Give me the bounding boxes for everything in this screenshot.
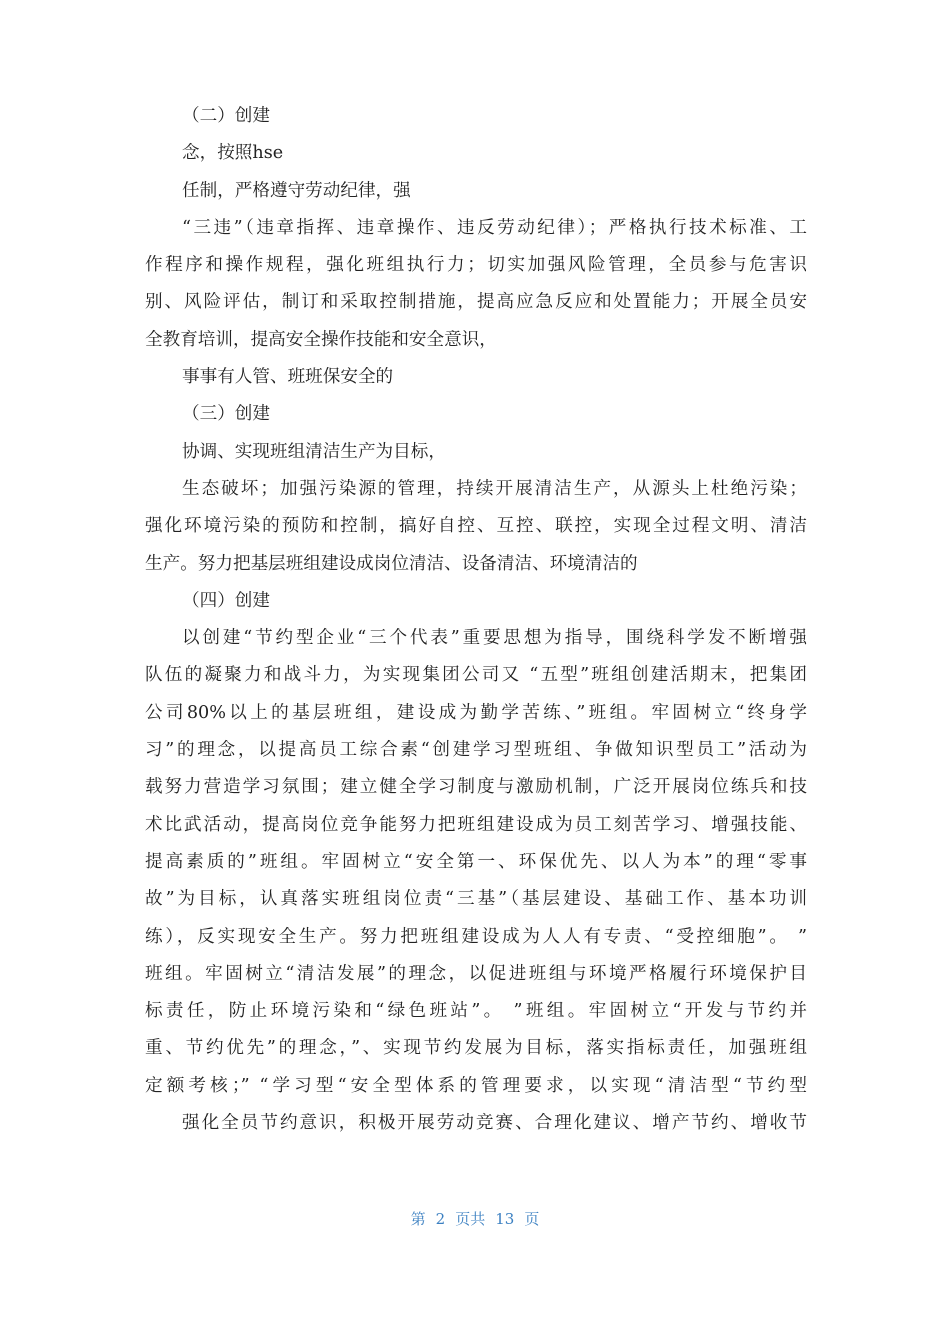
text-line: 协调、实现班组清洁生产为目标， [182,441,446,462]
text-line: 班组。牢固树立“清洁发展”的理念，以促进班组与环境严格履行环境保护目 [145,963,807,984]
text-line: 别、风险评估，制订和采取控制措施，提高应急反应和处置能力；开展全员安 [145,292,807,313]
text-line: 标责任，防止环境污染和“绿色班站”。 ”班组。牢固树立“开发与节约并 [145,1001,807,1022]
text-line: 公司80%以上的基层班组，建设成为勤学苦练、”班组。牢固树立“终身学 [145,702,807,723]
text-line: 以创建“节约型企业“三个代表”重要思想为指导，围绕科学发不断增强 [182,628,807,649]
text-line: 定额考核；” “学习型“安全型体系的管理要求，以实现“清洁型“节约型 [145,1075,807,1096]
text-line: 术比武活动，提高岗位竞争能努力把班组建设成为员工刻苦学习、增强技能、 [145,814,807,835]
page-footer [0,1208,950,1229]
text-line: 习”的理念，以提高员工综合素“创建学习型班组、争做知识型员工”活动为 [145,740,807,761]
text-line: 提高素质的”班组。牢固树立“安全第一、环保优先、以人为本”的理“零事 [145,851,807,872]
text-line: 任制，严格遵守劳动纪律，强 [182,180,411,201]
document-body [145,98,807,1142]
text-line: 作程序和操作规程，强化班组执行力；切实加强风险管理，全员参与危害识 [145,255,807,276]
text-line: “三违”（违章指挥、违章操作、违反劳动纪律）；严格执行技术标准、工 [182,217,807,238]
text-line: 生态破坏；加强污染源的管理，持续开展清洁生产，从源头上杜绝污染； [182,478,807,499]
text-line: 事事有人管、班班保安全的 [182,367,394,388]
text-line: 强化全员节约意识，积极开展劳动竞赛、合理化建议、增产节约、增收节 [182,1113,807,1134]
text-line: 载努力营造学习氛围；建立健全学习制度与激励机制，广泛开展岗位练兵和技 [145,777,807,798]
footer-middle: 页共 [455,1210,486,1228]
footer-prefix: 第 [410,1210,426,1228]
text-line: 队伍的凝聚力和战斗力，为实现集团公司又 “五型”班组创建活期末，把集团 [145,665,807,686]
text-line: 强化环境污染的预防和控制，搞好自控、互控、联控，实现全过程文明、清洁 [145,516,807,537]
footer-suffix: 页 [524,1210,540,1228]
text-line: （四）创建 [182,590,270,611]
text-line: （二）创建 [182,106,270,126]
text-line: 重、节约优先”的理念，”、实现节约发展为目标，落实指标责任，加强班组 [145,1038,807,1059]
text-line: （三）创建 [182,404,270,425]
text-line: 练），反实现安全生产。努力把班组建设成为人人有专责、“受控细胞”。 ” [145,926,807,947]
footer-current-page: 2 [435,1210,446,1228]
footer-total-pages: 13 [495,1210,515,1228]
text-line: 念，按照hse [182,143,284,164]
text-line: 故”为目标，认真落实班组岗位责“三基”（基层建设、基础工作、基本功训 [145,889,807,910]
text-line: 生产。努力把基层班组建设成岗位清洁、设备清洁、环境清洁的 [145,553,638,574]
text-line: 全教育培训，提高安全操作技能和安全意识， [145,329,497,350]
